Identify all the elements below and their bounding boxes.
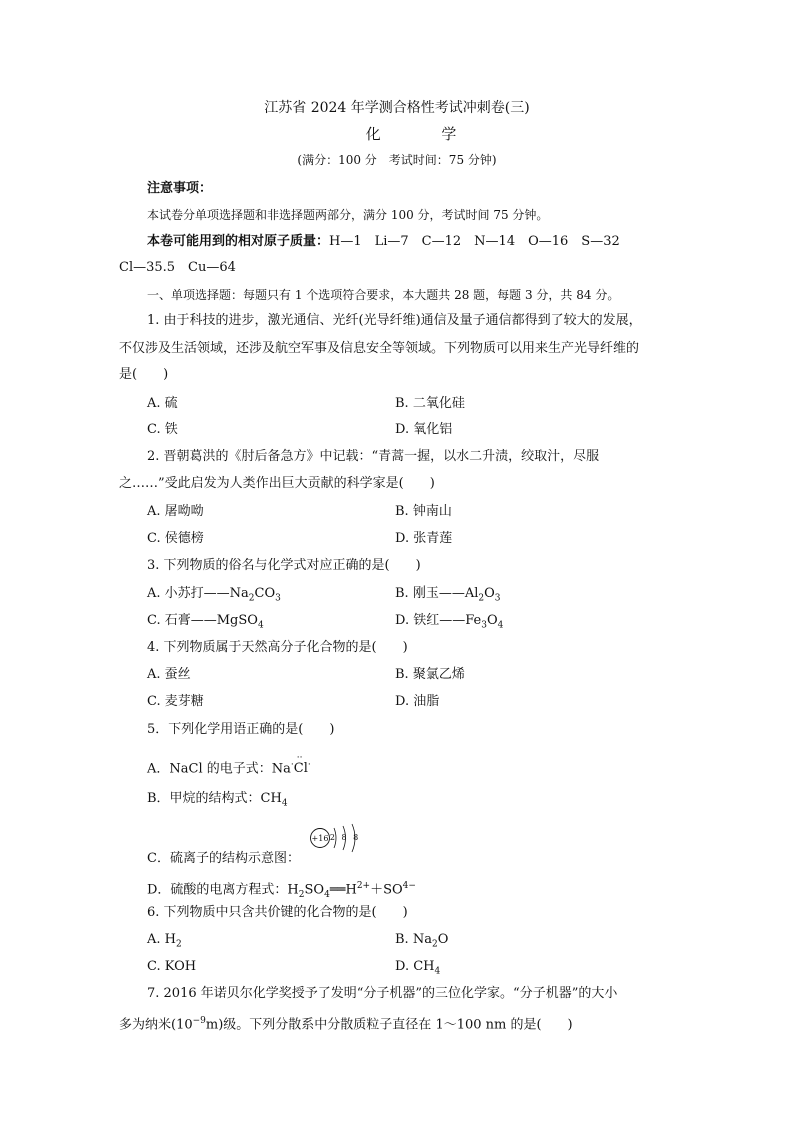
- nucleus-label: +16: [311, 834, 329, 843]
- q4-option-d: D. 油脂: [395, 694, 440, 709]
- q5-option-a: A．NaCl 的电子式：Na·Cl ·· ·: [147, 753, 311, 777]
- q2-option-a: A. 屠呦呦: [147, 504, 204, 519]
- exam-meta: (满分：100 分 考试时间：75 分钟): [297, 153, 497, 167]
- subject-title: 化 学: [365, 125, 485, 143]
- q5-option-d: D．硫酸的电离方程式：$H_2SO_4══H^{2+}+SO^{4-}$: [147, 881, 416, 900]
- exam-title: 江苏省 2024 年学测合格性考试冲刺卷(三): [264, 100, 530, 116]
- notice-line: 本试卷分单项选择题和非选择题两部分，满分 100 分，考试时间 75 分钟。: [147, 208, 549, 222]
- q3-option-c: C. 石膏——MgSO$_4$: [147, 613, 264, 631]
- q2-option-b: B. 钟南山: [395, 504, 452, 519]
- q6-option-c: C. KOH: [147, 959, 197, 974]
- q7-stem-line2: 多为纳米$(10^{-9}m)$级。下列分散系中分散质粒子直径在 1～100 nm 的是( ): [119, 1016, 573, 1033]
- q5-option-c: C．硫离子的结构示意图：: [147, 851, 300, 866]
- q3-stem: 3. 下列物质的俗名与化学式对应正确的是( ): [147, 558, 421, 573]
- q7-stem-line1: 7. 2016 年诺贝尔化学奖授予了发明“分子机器”的三位化学家。“分子机器”的大小: [147, 986, 618, 1001]
- atomic-mass-label: 本卷可能用到的相对原子质量：: [147, 234, 330, 249]
- q6-option-b: B. $Na_2O$: [395, 932, 449, 950]
- q6-stem: 6. 下列物质中只含共价键的化合物的是( ): [147, 905, 408, 920]
- q5-option-b: B．甲烷的结构式：$CH_4$: [147, 791, 288, 809]
- q2-option-d: D. 张青莲: [395, 531, 453, 546]
- q3-option-b: B. 刚玉$——Al_2O_3$: [395, 586, 501, 604]
- sulfide-ion-structure-diagram: [308, 823, 364, 853]
- q3-option-d: D. 铁红$——Fe_3O_4$: [395, 613, 504, 631]
- q3-option-a: A. 小苏打$——Na_2CO_3$: [147, 586, 281, 604]
- q2-option-c: C. 侯德榜: [147, 531, 204, 546]
- q1-option-c: C. 铁: [147, 422, 178, 437]
- q1-option-d: D. 氧化铝: [395, 422, 453, 437]
- section-heading: 一、单项选择题：每题只有 1 个选项符合要求，本大题共 28 题，每题 3 分，共 84 分。: [147, 288, 620, 302]
- notice-heading: 注意事项：: [147, 181, 213, 196]
- q4-option-b: B. 聚氯乙烯: [395, 667, 465, 682]
- q6-option-a: A. $H_2$: [147, 932, 182, 950]
- q4-stem: 4. 下列物质属于天然高分子化合物的是( ): [147, 640, 408, 655]
- q1-stem-line2: 不仅涉及生活领域，还涉及航空军事及信息安全等领域。下列物质可以用来生产光导纤维的: [119, 341, 640, 356]
- q1-option-b: B. 二氧化硅: [395, 396, 465, 411]
- q5-stem: 5．下列化学用语正确的是( ): [147, 722, 335, 737]
- atomic-mass-values: H—1 Li—7 C—12 N—14 O—16 S—32: [329, 234, 620, 249]
- atomic-mass-line: [147, 233, 620, 251]
- q1-option-a: A. 硫: [147, 396, 178, 411]
- q2-stem-line1: 2. 晋朝葛洪的《肘后备急方》中记载：“青蒿一握，以水二升渍，绞取汁，尽服: [147, 449, 600, 464]
- q6-option-d: D. $CH_4$: [395, 959, 441, 977]
- q2-stem-line2: 之……”受此启发为人类作出巨大贡献的科学家是( ): [119, 476, 435, 491]
- q1-stem-line3: 是( ): [119, 367, 169, 382]
- q4-option-a: A. 蚕丝: [147, 667, 191, 682]
- shell-electrons: 2 8 8: [329, 833, 361, 842]
- q4-option-c: C. 麦芽糖: [147, 694, 204, 709]
- atomic-mass-line-2: Cl—35.5 Cu—64: [119, 260, 236, 275]
- q1-stem-line1: 1. 由于科技的进步，激光通信、光纤(光导纤维)通信及量子通信都得到了较大的发展，: [147, 313, 642, 328]
